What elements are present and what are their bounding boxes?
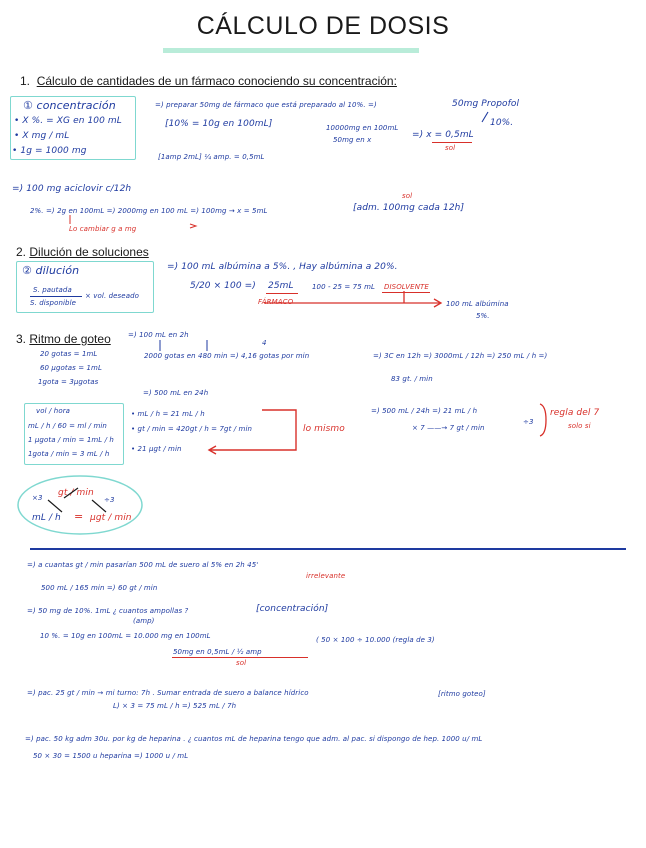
exercise-1-result: 500 mL / 165 min =) 60 gt / min [41, 584, 158, 592]
s2-result-2: 5%. [476, 312, 490, 320]
ex2-calculation: 2%. =) 2g en 100mL =) 2000mg en 100 mL =) 100mg → x = 5mL [30, 207, 268, 215]
exercise-2-bracket: [concentración] [256, 604, 329, 614]
exercise-1-irrelevant: irrelevante [306, 572, 346, 580]
section-1-heading [20, 74, 397, 88]
propofol-arrow [482, 112, 488, 122]
section-3-number: 3. [16, 332, 27, 346]
exercise-3-result: L) × 3 = 75 mL / h =) 525 mL / 7h [113, 702, 237, 710]
concentration-box-title: ① concentración [23, 99, 116, 112]
exercise-4-result: 50 × 30 = 1500 u heparina =) 1000 u / mL [33, 752, 189, 760]
ex2-statement: =) 100 mg aciclovir c/12h [12, 184, 132, 194]
ex1-statement: =) preparar 50mg de fármaco que está preparado al 10%. =) [155, 101, 377, 109]
exercise-2-sol: sol [236, 659, 247, 667]
ex1-rule-line-2: 50mg en x [333, 136, 372, 144]
exercise-3-bracket: [ritmo goteo] [438, 690, 486, 698]
concentration-rule-2: • X mg / mL [14, 131, 70, 141]
drop-rule-3: 1gota = 3µgotas [38, 378, 99, 386]
ex2-conversion-arrowhead [190, 224, 196, 228]
oval-equals: = [74, 510, 84, 523]
exercise-2-statement: =) 50 mg de 10%. 1mL ¿ cuantos ampollas ? [27, 607, 189, 615]
ex2-bracket-note: [adm. 100mg cada 12h] [353, 203, 465, 213]
s3-mid-statement: =) 500 mL en 24h [143, 389, 209, 397]
section-1-title: Cálculo de cantidades de un fármaco conociendo su concentración: [36, 74, 397, 88]
s2-farmaco-label: FÁRMACO [258, 298, 294, 306]
exercise-2-amp: (amp) [133, 617, 155, 625]
oval-slash-1 [48, 500, 62, 512]
s3-drip-calc: 2000 gotas en 480 min =) 4,16 gotas por min [144, 352, 310, 360]
s3-right-calc-result: 83 gt. / min [391, 375, 433, 383]
s3-right-rule-1: =) 500 mL / 24h =) 21 mL / h [371, 407, 478, 415]
s3-right-calc: =) 3C en 12h =) 3000mL / 12h =) 250 mL / h =) [373, 352, 548, 360]
ex1-definition: [10% = 10g en 100mL] [165, 119, 273, 129]
concentration-rule-1: • X %. = XG en 100 mL [14, 116, 122, 126]
exercise-2-conversion: 10 %. = 10g en 100mL = 10.000 mg en 100mL [40, 632, 211, 640]
exercise-1-statement: =) a cuantas gt / min pasarían 500 mL de suero al 5% en 2h 45' [27, 561, 259, 569]
oval-gt-min: gt / min [58, 488, 94, 498]
drop-rule-1: 20 gotas = 1mL [40, 350, 98, 358]
rule-of-7-label: regla del 7 [550, 408, 600, 418]
s3-calc-mgt-min: • 21 µgt / min [131, 445, 182, 453]
s3-calc-ml-h: • mL / h = 21 mL / h [131, 410, 205, 418]
ex2-conversion-note: Lo cambiar g a mg [69, 225, 137, 233]
ex1-ampoule: [1amp 2mL] ¼ amp. = 0,5mL [158, 153, 265, 161]
oval-times-3-left: ×3 [32, 494, 43, 502]
section-2-number: 2. [16, 245, 27, 259]
s3-calc-gt-min: • gt / min = 420gt / h = 7gt / min [131, 425, 253, 433]
s2-formula: 5/20 × 100 =) [190, 281, 256, 291]
s2-drug-volume: 25mL [268, 281, 294, 291]
ex1-rule-line-1: 10000mg en 100mL [326, 124, 399, 132]
drop-rule-2: 60 µgotas = 1mL [40, 364, 102, 372]
s2-solvent-underline [382, 292, 430, 293]
exercise-2-answer: 50mg en 0,5mL / ½ amp [173, 648, 262, 656]
exercise-divider [30, 548, 626, 550]
dilution-denominator: S. disponible [30, 299, 77, 307]
lo-mismo-label: lo mismo [303, 424, 345, 434]
dilution-volume: × vol. deseado [85, 292, 140, 300]
dilution-numerator: S. pautada [33, 286, 72, 294]
volume-hour-title: vol / hora [36, 407, 71, 415]
volume-hour-rule-3: 1gota / min = 3 mL / h [28, 450, 110, 458]
ex1-result: =) x = 0,5mL [412, 130, 474, 140]
dilution-fraction-bar [30, 296, 82, 297]
s3-right-rule-2: × 7 ——→ 7 gt / min [412, 424, 485, 432]
ex1-sol-label: sol [445, 144, 456, 152]
s2-red-arrowhead [434, 299, 441, 307]
s2-result-1: 100 mL albúmina [446, 300, 509, 308]
dilution-box-title: ② dilución [22, 264, 80, 277]
volume-hour-rule-2: 1 µgota / min = 1mL / h [28, 436, 114, 444]
page-title: CÁLCULO DE DOSIS [196, 12, 450, 40]
oval-ml-h: mL / h [32, 513, 61, 523]
lo-mismo-arrowhead [209, 446, 216, 454]
conversion-oval [18, 476, 142, 534]
s3-drip-statement: =) 100 mL en 2h [128, 331, 189, 339]
concentration-rule-3: • 1g = 1000 mg [12, 146, 87, 156]
s2-drug-volume-underline [266, 293, 298, 294]
s2-solvent-label: DISOLVENTE [384, 283, 429, 291]
exercise-3-statement: =) pac. 25 gt / min → mi turno: 7h . Sumar entrada de suero a balance hídrico [27, 689, 309, 697]
oval-div-3: ÷3 [104, 496, 115, 504]
section-2-title: Dilución de soluciones [29, 245, 149, 259]
rule-of-7-bracket [540, 404, 546, 436]
s2-solvent-calc: 100 - 25 = 75 mL [312, 283, 376, 291]
section-3-title: Ritmo de goteo [29, 332, 111, 346]
ex1-drug: 50mg Propofol [452, 99, 520, 109]
s3-right-div3: ÷3 [523, 418, 534, 426]
oval-mgt-min: µgt / min [90, 513, 132, 523]
section-1-number: 1. [20, 74, 31, 88]
exercise-4-statement: =) pac. 50 kg adm 30u. por kg de heparina . ¿ cuantos mL de heparina tengo que adm. al pac. si dispongo de hep. 1000 u/ mL [25, 735, 483, 743]
title-highlight [163, 48, 419, 53]
ex2-sol-label: sol [402, 192, 413, 200]
s2-statement: =) 100 mL albúmina a 5%. , Hay albúmina a 20%. [167, 262, 398, 272]
section-2-heading [16, 245, 149, 259]
section-3-heading [16, 332, 111, 346]
volume-hour-rule-1: mL / h / 60 = ml / min [28, 422, 107, 430]
exercise-2-rule: ( 50 × 100 ÷ 10.000 (regla de 3) [316, 636, 435, 644]
rule-of-7-note: solo si [568, 422, 591, 430]
ex1-drug-pct: 10%. [490, 118, 514, 128]
s3-drip-4: 4 [262, 339, 267, 347]
